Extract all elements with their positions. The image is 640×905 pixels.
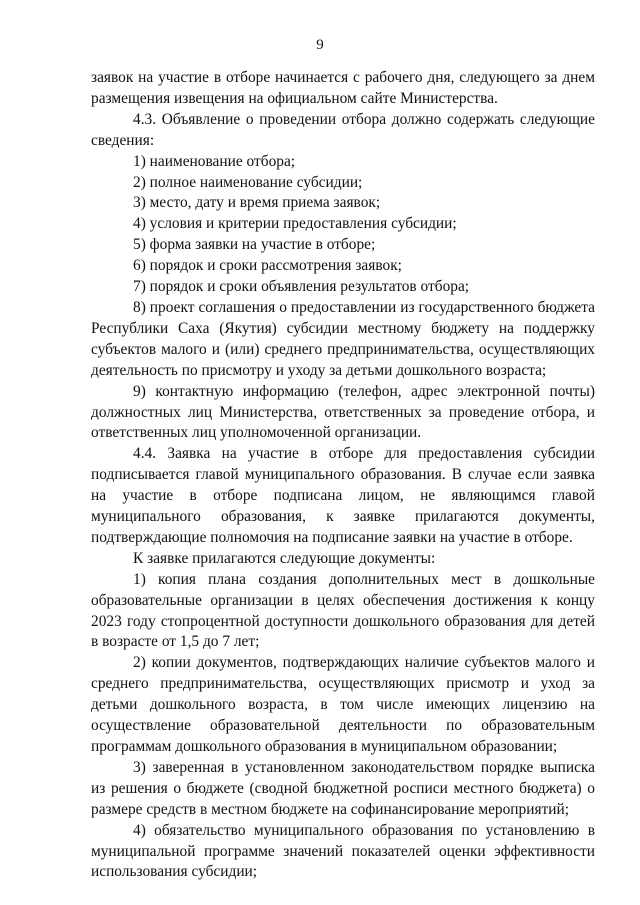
- list-item-5: 5) форма заявки на участие в отборе;: [133, 236, 376, 254]
- paragraph-4-3: 4.3. Объявление о проведении отбора должно содержать следующие сведения:: [91, 110, 595, 149]
- list-item-4: 4) условия и критерии предоставления субсидии;: [133, 215, 457, 233]
- document-item-2: 2) копии документов, подтверждающих наличие субъектов малого и среднего предпринимательства, осуществляющих присмотр и уход за детьми дошкольного возраста, в том числе имеющих лицензию на осуществление образовательной деятельности по образовательным программам дошкольного образования в муниципальном образовании;: [91, 654, 595, 755]
- list-item-7: 7) порядок и сроки объявления результатов отбора;: [133, 278, 470, 296]
- paragraph-continuation: заявок на участие в отборе начинается с рабочего дня, следующего за днем размещения извещения на официальном сайте Министерства.: [91, 69, 595, 107]
- list-item-2: 2) полное наименование субсидии;: [133, 173, 363, 191]
- documents-intro: К заявке прилагаются следующие документы:: [133, 549, 436, 567]
- document-body: [91, 68, 595, 883]
- paragraph-4-4: 4.4. Заявка на участие в отборе для предоставления субсидии подписывается главой муниципального образования. В случае если заявка на участие в отборе подписана лицом, не являющимся главой муниципального образования, к заявке прилагаются документы, подтверждающие полномочия на подписание заявки на участие в отборе.: [91, 445, 595, 546]
- list-item-8: 8) проект соглашения о предоставлении из государственного бюджета Республики Саха (Якутия) субсидии местному бюджету на поддержку субъектов малого и (или) среднего предпринимательства, осуществляющих деятельность по присмотру и уходу за детьми дошкольного возраста;: [91, 298, 595, 379]
- page-number: 9: [316, 37, 324, 53]
- document-item-4: 4) обязательство муниципального образования по установлению в муниципальной программе значений показателей оценки эффективности использования субсидии;: [91, 821, 595, 881]
- document-item-1: 1) копия плана создания дополнительных мест в дошкольные образовательные организации в целях обеспечения достижения к концу 2023 году стопроцентной доступности дошкольного образования для детей в возрасте от 1,5 до 7 лет;: [91, 570, 595, 651]
- document-item-3: 3) заверенная в установленном законодательством порядке выписка из решения о бюджете (сводной бюджетной росписи местного бюджета) о размере средств в местном бюджете на софинансирование мероприятий;: [91, 758, 595, 818]
- list-item-9: 9) контактную информацию (телефон, адрес электронной почты) должностных лиц Министерства, ответственных за проведение отбора, и ответственных лиц уполномоченной организации.: [91, 382, 595, 442]
- list-item-6: 6) порядок и сроки рассмотрения заявок;: [133, 257, 402, 275]
- list-item-1: 1) наименование отбора;: [133, 152, 296, 170]
- list-item-3: 3) место, дату и время приема заявок;: [133, 194, 381, 212]
